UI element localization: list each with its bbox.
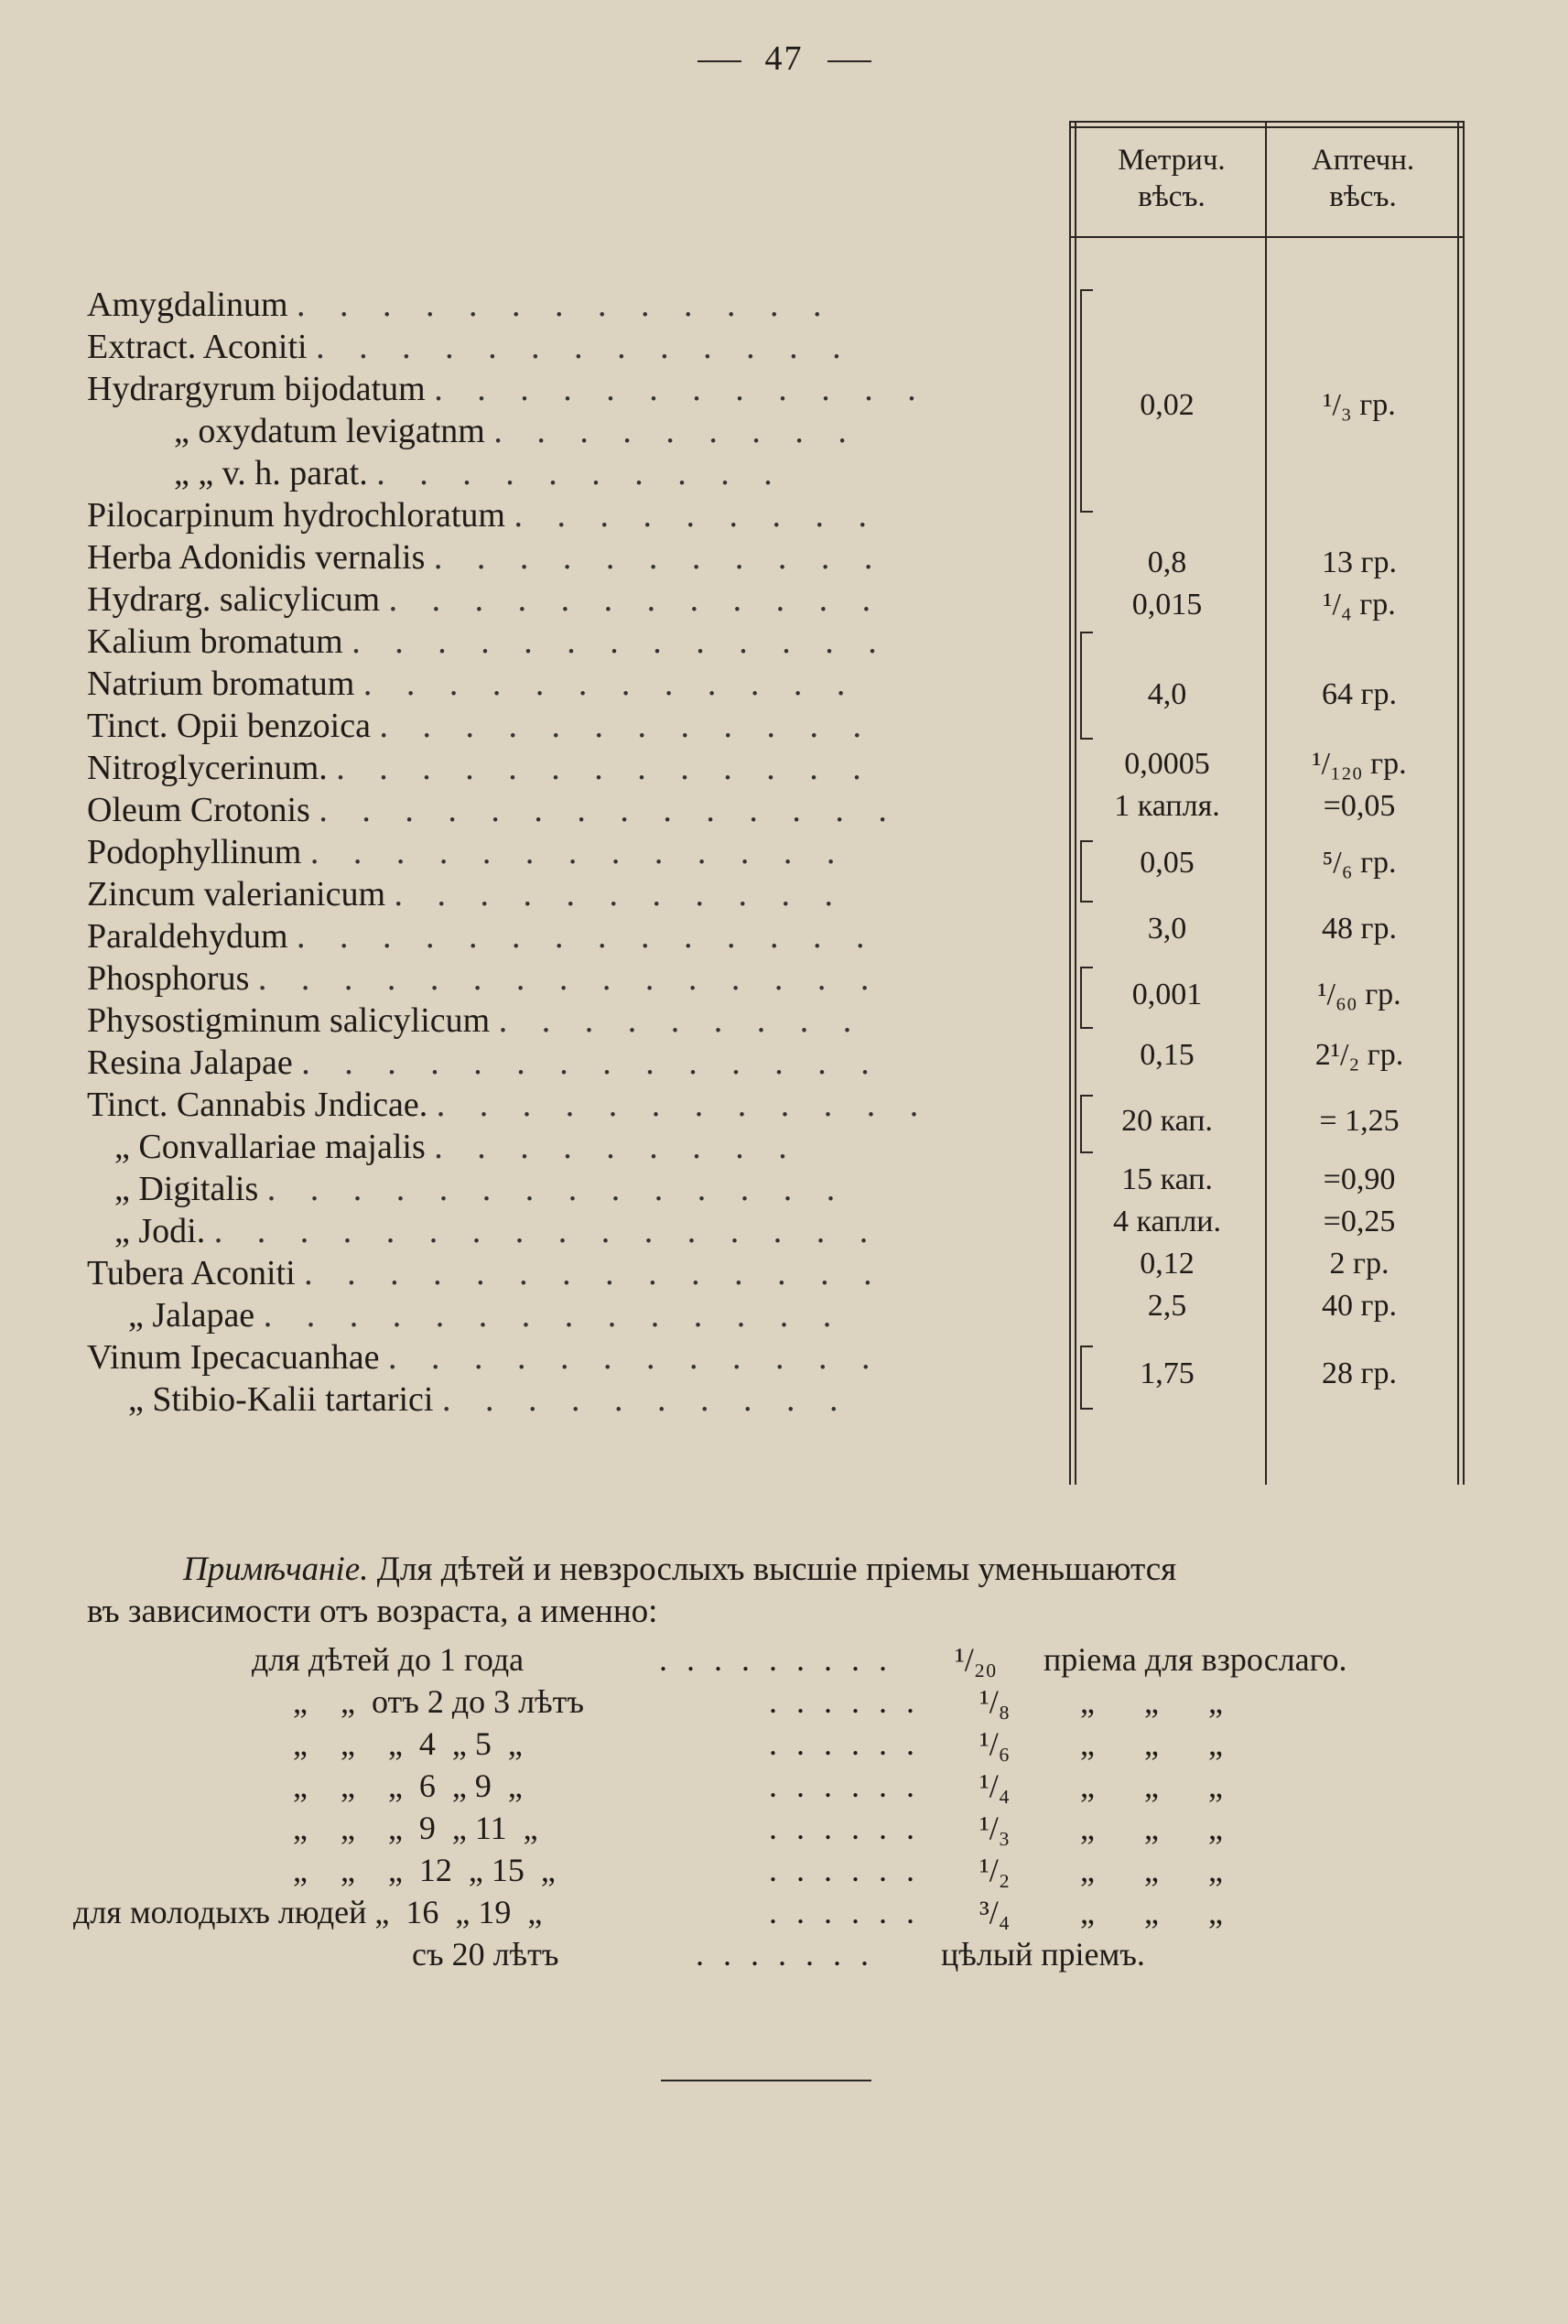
page-number: 47 bbox=[0, 38, 1568, 79]
apothecary-value: =0,05 bbox=[1323, 789, 1396, 823]
apothecary-value: ¹/₄ гр. bbox=[1323, 588, 1396, 622]
table-row: Paraldehydum . . . . . . . . . . . . . . bbox=[87, 917, 878, 956]
table-top-rule-2 bbox=[1071, 126, 1465, 128]
table-row: Natrium bromatum . . . . . . . . . . . . bbox=[87, 665, 859, 703]
table-row: Podophyllinum . . . . . . . . . . . . . bbox=[87, 833, 849, 871]
apothecary-value: 40 гр. bbox=[1322, 1289, 1397, 1323]
dash-left bbox=[697, 60, 741, 62]
metric-value: 0,0005 bbox=[1124, 747, 1210, 781]
table-row: Extract. Aconiti . . . . . . . . . . . . . bbox=[87, 328, 854, 366]
table-right-rule-2 bbox=[1463, 121, 1465, 1485]
table-row: „ „ v. h. parat. . . . . . . . . . . bbox=[174, 454, 785, 492]
apothecary-value: 48 гр. bbox=[1322, 912, 1397, 946]
note-title: Примѣчаніе. bbox=[183, 1551, 369, 1588]
table-row: Tinct. Opii benzoica . . . . . . . . . . . . bbox=[87, 707, 874, 745]
apothecary-value: = 1,25 bbox=[1319, 1104, 1400, 1138]
table-row: Oleum Crotonis . . . . . . . . . . . . . . bbox=[87, 791, 900, 829]
apothecary-value: 28 гр. bbox=[1322, 1357, 1397, 1390]
table-row: „ Convallariae majalis . . . . . . . . . bbox=[114, 1128, 800, 1166]
metric-value: 0,001 bbox=[1131, 978, 1203, 1011]
table-row: Hydrargyrum bijodatum . . . . . . . . . . . . bbox=[87, 370, 929, 408]
table-row: Resina Jalapae . . . . . . . . . . . . . . bbox=[87, 1043, 882, 1082]
table-row: Hydrarg. salicylicum . . . . . . . . . . . . bbox=[87, 580, 884, 619]
table-row: Tinct. Cannabis Jndicae. . . . . . . . . . . . . bbox=[87, 1086, 932, 1124]
table-mid-rule bbox=[1265, 121, 1267, 1485]
dash-right bbox=[827, 60, 871, 62]
metric-value: 0,02 bbox=[1140, 388, 1195, 422]
note-line-2: въ зависимости отъ возраста, а именно: bbox=[87, 1593, 658, 1630]
metric-value: 4,0 bbox=[1147, 677, 1187, 711]
metric-value: 2,5 bbox=[1147, 1289, 1187, 1323]
table-row: Vinum Ipecacuanhae . . . . . . . . . . . . bbox=[87, 1338, 883, 1377]
metric-value: 0,05 bbox=[1140, 846, 1195, 880]
metric-value: 1,75 bbox=[1140, 1357, 1195, 1390]
header-apothecary: Аптечн. вѣсъ. bbox=[1311, 144, 1415, 213]
table-row: „ Jalapae . . . . . . . . . . . . . . bbox=[128, 1296, 845, 1335]
metric-value: 0,15 bbox=[1140, 1038, 1195, 1072]
apothecary-value: 64 гр. bbox=[1322, 677, 1397, 711]
table-row: Pilocarpinum hydrochloratum . . . . . . . . . bbox=[87, 496, 880, 535]
metric-value: 4 капли. bbox=[1112, 1205, 1221, 1238]
note-line-1: Для дѣтей и невзрослыхъ высшіе пріемы уменьшаются bbox=[376, 1551, 1177, 1588]
metric-value: 0,015 bbox=[1131, 588, 1203, 622]
apothecary-value: =0,25 bbox=[1323, 1205, 1396, 1238]
table-row: Tubera Aconiti . . . . . . . . . . . . . . bbox=[87, 1254, 885, 1292]
apothecary-value: ¹/₁₂₀ гр. bbox=[1312, 747, 1407, 781]
apothecary-value: 2 гр. bbox=[1329, 1247, 1390, 1281]
table-row: Herba Adonidis vernalis . . . . . . . . . . . bbox=[87, 538, 886, 577]
metric-value: 1 капля. bbox=[1114, 789, 1220, 823]
table-row: Physostigminum salicylicum . . . . . . . . . bbox=[87, 1001, 865, 1040]
metric-value: 0,8 bbox=[1147, 546, 1187, 579]
table-row: „ Stibio-Kalii tartarici . . . . . . . . . . bbox=[128, 1380, 851, 1419]
note-paragraph bbox=[87, 1549, 1478, 1591]
table-row: Phosphorus . . . . . . . . . . . . . . . bbox=[87, 959, 882, 998]
apothecary-value: ¹/₃ гр. bbox=[1323, 388, 1396, 422]
table-left-rule bbox=[1069, 121, 1071, 1485]
table-row: „ oxydatum levigatnm . . . . . . . . . bbox=[174, 412, 860, 450]
table-header-rule bbox=[1071, 236, 1465, 238]
metric-value: 0,12 bbox=[1140, 1247, 1195, 1281]
table-right-rule bbox=[1457, 121, 1459, 1485]
apothecary-value: ⁵/₆ гр. bbox=[1322, 846, 1397, 880]
header-metric: Метрич. вѣсъ. bbox=[1118, 144, 1226, 213]
table-row: Kalium bromatum . . . . . . . . . . . . . bbox=[87, 622, 890, 661]
table-row: Amygdalinum . . . . . . . . . . . . . bbox=[87, 286, 835, 324]
apothecary-value: ¹/₆₀ гр. bbox=[1317, 978, 1401, 1011]
table-row: Zincum valerianicum . . . . . . . . . . . bbox=[87, 875, 847, 913]
table-row: Nitroglycerinum. . . . . . . . . . . . . . bbox=[87, 749, 874, 787]
apothecary-value: 13 гр. bbox=[1322, 546, 1397, 579]
closing-rule bbox=[661, 2080, 871, 2081]
metric-value: 3,0 bbox=[1147, 912, 1187, 946]
table-row: „ Digitalis . . . . . . . . . . . . . . bbox=[114, 1170, 849, 1208]
table-row: „ Jodi. . . . . . . . . . . . . . . . . bbox=[114, 1212, 881, 1250]
table-top-rule bbox=[1071, 121, 1465, 123]
apothecary-value: =0,90 bbox=[1323, 1162, 1396, 1196]
metric-value: 20 кап. bbox=[1121, 1104, 1213, 1138]
apothecary-value: 2¹/₂ гр. bbox=[1314, 1038, 1404, 1072]
metric-value: 15 кап. bbox=[1121, 1162, 1213, 1196]
